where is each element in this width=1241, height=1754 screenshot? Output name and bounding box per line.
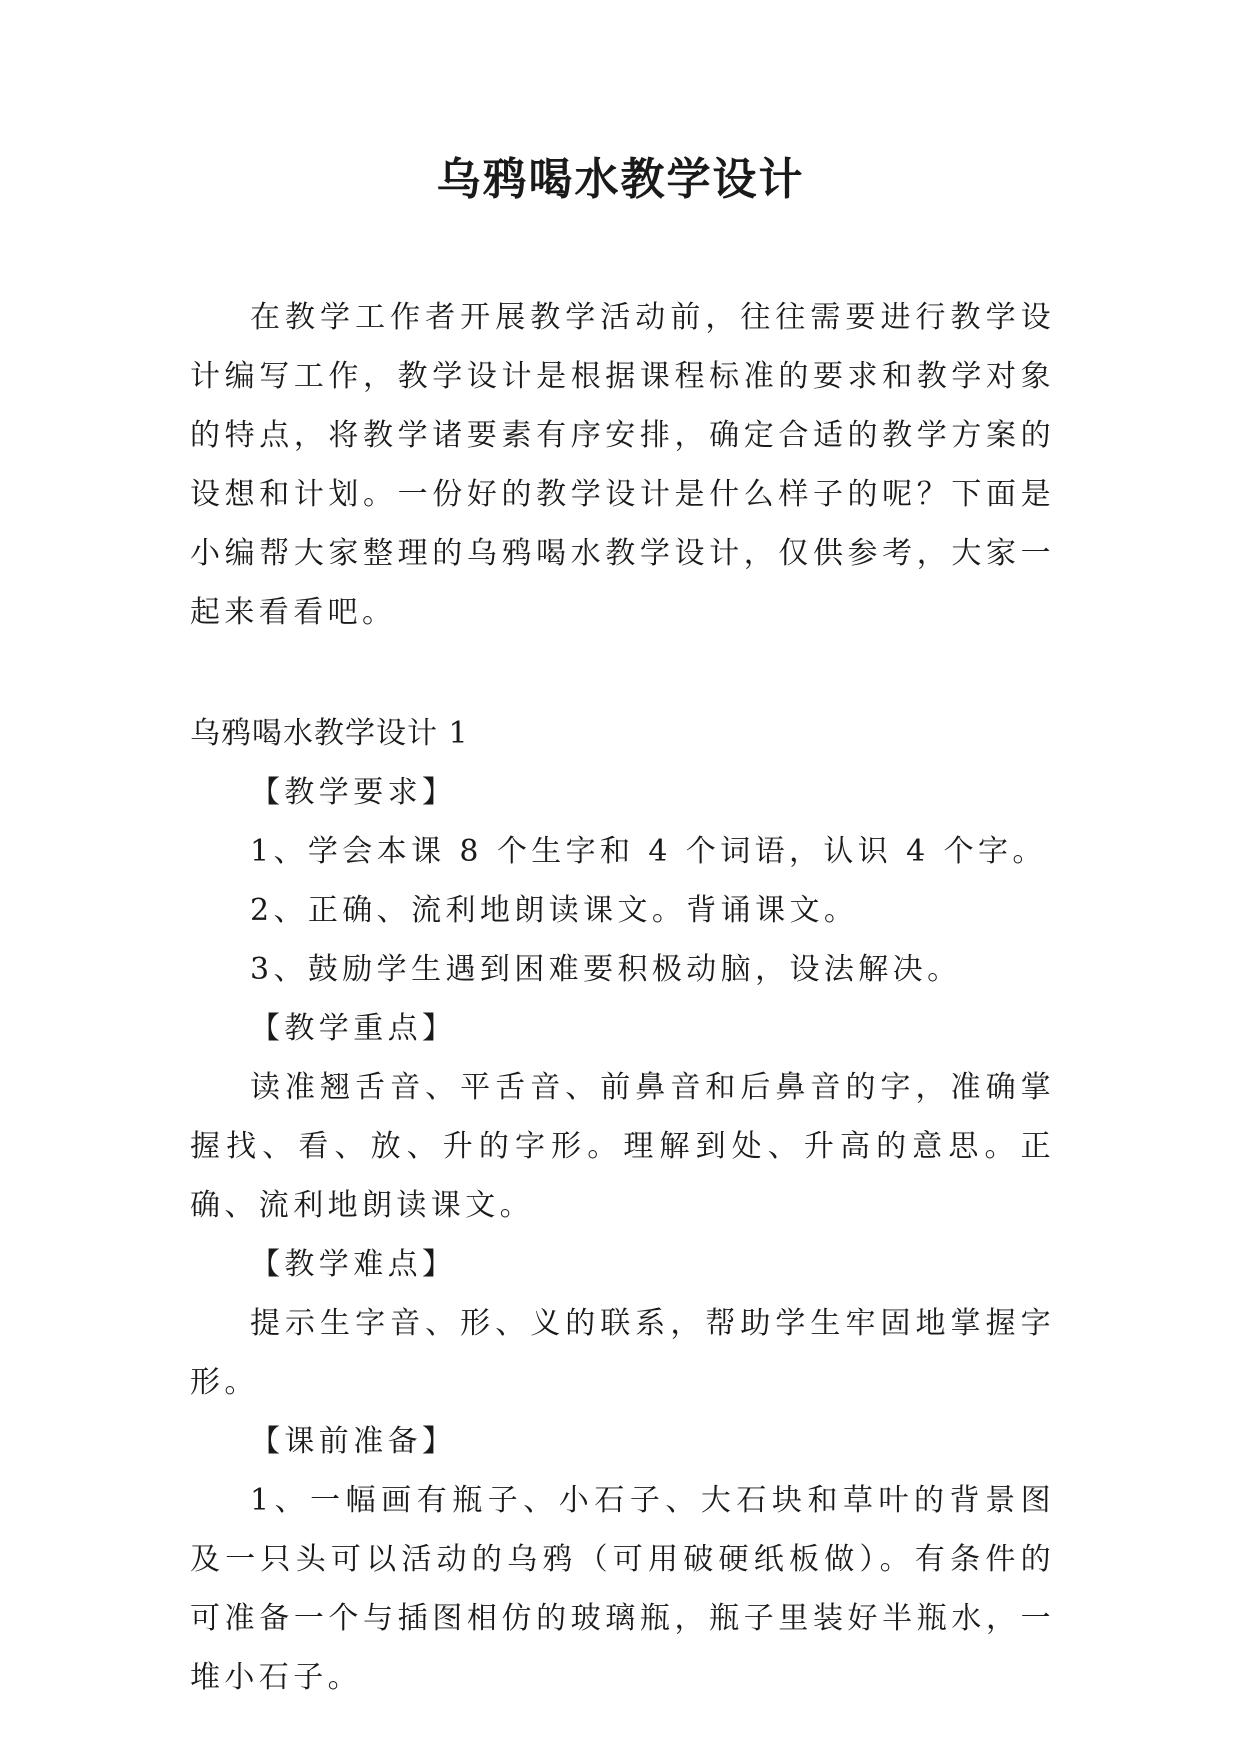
preparation-label: 【课前准备】	[250, 1424, 457, 1459]
key-points-label: 【教学重点】	[250, 1011, 457, 1046]
difficulties-text: 提示生字音、形、义的联系，帮助学生牢固地掌握字形。	[190, 1306, 1055, 1400]
requirement-item-2: 2、正确、流利地朗读课文。背诵课文。	[250, 893, 859, 928]
requirement-item-3: 3、鼓励学生遇到困难要积极动脑，设法解决。	[250, 952, 962, 987]
preparation-text: 1、一幅画有瓶子、小石子、大石块和草叶的背景图及一只头可以活动的乌鸦（可用破硬纸板做）。有条件的可准备一个与插图相仿的玻璃瓶，瓶子里装好半瓶水，一堆小石子。	[190, 1483, 1055, 1695]
section-1	[190, 704, 1055, 1707]
document-title: 乌鸦喝水教学设计	[436, 154, 805, 205]
section-heading: 乌鸦喝水教学设计 1	[190, 716, 469, 751]
key-points-text: 读准翘舌音、平舌音、前鼻音和后鼻音的字，准确掌握找、看、放、升的字形。理解到处、升高的意思。正确、流利地朗读课文。	[190, 1070, 1055, 1223]
requirement-item-1: 1、学会本课 8 个生字和 4 个词语，认识 4 个字。	[250, 834, 1047, 869]
requirements-label: 【教学要求】	[250, 775, 457, 810]
document-body	[190, 288, 1055, 1707]
intro-paragraph: 在教学工作者开展教学活动前，往往需要进行教学设计编写工作，教学设计是根据课程标准的要求和教学对象的特点，将教学诸要素有序安排，确定合适的教学方案的设想和计划。一份好的教学设计是什么样子的呢？下面是小编帮大家整理的乌鸦喝水教学设计，仅供参考，大家一起来看看吧。	[190, 300, 1055, 630]
difficulties-label: 【教学难点】	[250, 1247, 457, 1282]
